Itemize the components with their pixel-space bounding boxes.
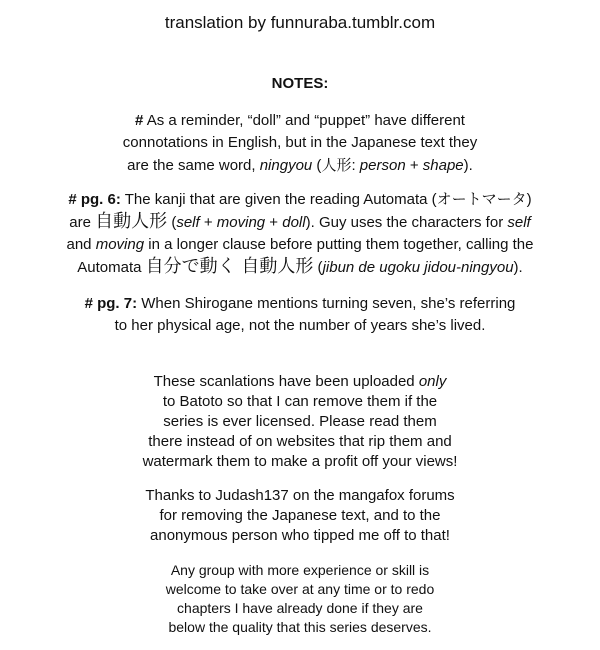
upload-line1: These scanlations have been uploaded only (153, 373, 447, 390)
note-page-6 (30, 188, 570, 279)
note2-line4: Automata 自分で動く 自動人形 (jibun de ugoku jidou-ningyou). (77, 256, 523, 277)
note3-line2: to her physical age, not the number of years she’s lived. (114, 317, 486, 334)
note2-line3: and moving in a longer clause before putting them together, calling the (66, 236, 534, 253)
thanks-paragraph (30, 486, 570, 546)
note3-line1: # pg. 7: When Shirogane mentions turning seven, she’s referring (84, 295, 516, 312)
thanks-line1: Thanks to Judash137 on the mangafox forums (145, 487, 455, 504)
note1-line1: # As a reminder, “doll” and “puppet” have different (135, 112, 465, 129)
note1-marker: # (135, 112, 144, 129)
note-page-7 (30, 293, 570, 337)
note2-line1: # pg. 6: The kanji that are given the reading Automata (オートマータ) (68, 190, 532, 208)
upload-line2: to Batoto so that I can remove them if the (162, 393, 438, 410)
translation-credit: translation by funnuraba.tumblr.com (164, 13, 436, 32)
takeover-line3: chapters I have already done if they are (177, 600, 423, 616)
note1-line2: connotations in English, but in the Japanese text they (122, 134, 478, 151)
note2-marker: # pg. 6: (68, 191, 121, 208)
upload-line3: series is ever licensed. Please read them (163, 413, 437, 430)
upload-line5: watermark them to make a profit off your views! (142, 453, 458, 470)
note2-line2: are 自動人形 (self + moving + doll). Guy uses the characters for self (69, 211, 531, 232)
thanks-line2: for removing the Japanese text, and to the (159, 507, 441, 524)
upload-notice (30, 372, 570, 472)
takeover-line2: welcome to take over at any time or to redo (165, 581, 435, 597)
note1-line3: are the same word, ningyou (人形: person + shape). (127, 156, 473, 174)
takeover-line4: below the quality that this series deserves. (168, 619, 432, 635)
thanks-line3: anonymous person who tipped me off to that! (150, 527, 450, 544)
note-doll-puppet (30, 110, 570, 177)
takeover-paragraph (30, 561, 570, 637)
upload-line4: there instead of on websites that rip them and (148, 433, 452, 450)
note3-marker: # pg. 7: (84, 295, 138, 312)
notes-heading: NOTES: (271, 75, 329, 92)
takeover-line1: Any group with more experience or skill is (170, 562, 430, 578)
